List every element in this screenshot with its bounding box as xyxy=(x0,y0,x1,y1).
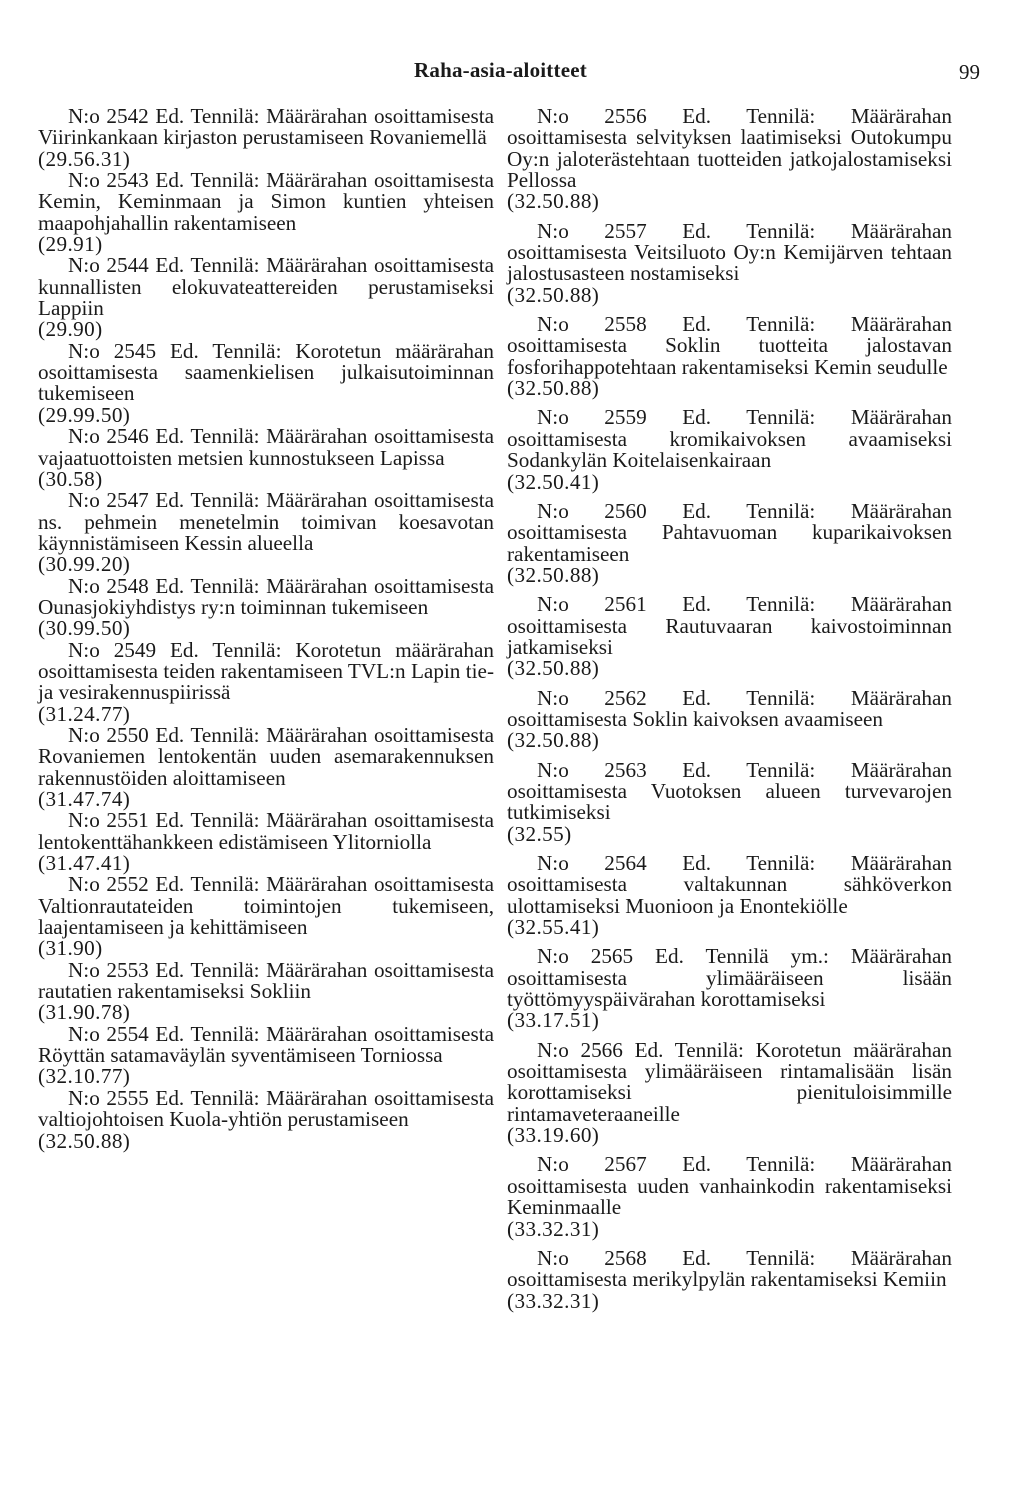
budget-reference: (33.32.31) xyxy=(507,1216,600,1241)
motion-text: N:o 2552 Ed. Tennilä: Määrärahan osoittamisesta Valtionrautateiden toimintojen tukemiseen, laajentamiseen ja kehittämiseen xyxy=(38,872,494,940)
budget-reference: (33.32.31) xyxy=(507,1288,600,1313)
budget-reference: (31.47.41) xyxy=(38,851,131,876)
motion-text: N:o 2567 Ed. Tennilä: Määrärahan osoittamisesta uuden vanhainkodin rakentamiseksi Keminmaalle xyxy=(507,1152,952,1220)
budget-reference: (32.50.88) xyxy=(507,728,600,753)
motion-text: N:o 2560 Ed. Tennilä: Määrärahan osoittamisesta Pahtavuoman kuparikaivoksen rakentamiseen xyxy=(507,498,952,566)
motion-text: N:o 2545 Ed. Tennilä: Korotetun määrärahan osoittamisesta saamenkielisen julkaisutoiminnan tukemiseen xyxy=(38,338,494,406)
motion-entry xyxy=(38,637,494,726)
motion-entry xyxy=(507,594,952,679)
motion-entry xyxy=(38,957,494,1025)
motion-entry xyxy=(507,498,952,587)
motion-text: N:o 2563 Ed. Tennilä: Määrärahan osoittamisesta Vuotoksen alueen turvevarojen tutkimiseksi xyxy=(507,757,952,825)
budget-reference: (32.50.88) xyxy=(38,1128,131,1153)
motion-entry xyxy=(507,1037,952,1148)
motion-entry xyxy=(38,722,494,811)
budget-reference: (31.90) xyxy=(38,936,103,961)
motion-entry xyxy=(38,874,494,959)
motion-entry xyxy=(507,946,952,1031)
budget-reference: (32.50.88) xyxy=(507,376,600,401)
running-header xyxy=(0,58,1024,88)
motion-entry xyxy=(507,757,952,846)
budget-reference: (32.50.88) xyxy=(507,656,600,681)
budget-reference: (31.47.74) xyxy=(38,787,131,811)
page-number: 99 xyxy=(959,60,980,84)
motion-text: N:o 2547 Ed. Tennilä: Määrärahan osoittamisesta ns. pehmein menetelmin toimivan koesavotan käynnistämiseen Kessin alueella xyxy=(38,488,494,555)
motion-entry xyxy=(507,853,952,938)
motion-text: N:o 2555 Ed. Tennilä: Määrärahan osoittamisesta valtiojohtoisen Kuola-yhtiön perustamiseen xyxy=(38,1085,494,1132)
budget-reference: (30.99.20) xyxy=(38,552,131,577)
motion-text: N:o 2549 Ed. Tennilä: Korotetun määrärahan osoittamisesta teiden rakentamiseen TVL:n Lapin tie- ja vesirakennuspiirissä xyxy=(38,637,494,705)
budget-reference: (29.56.31) xyxy=(38,146,131,171)
motion-text: N:o 2543 Ed. Tennilä: Määrärahan osoittamisesta Kemin, Keminmaan ja Simon kuntien yhteisen maapohjahallin rakentamiseen xyxy=(38,168,494,235)
budget-reference: (29.99.50) xyxy=(38,402,131,427)
motion-text: N:o 2559 Ed. Tennilä: Määrärahan osoittamisesta kromikaivoksen avaamiseksi Sodankylän Koitelaisenkairaan xyxy=(507,405,952,473)
motion-text: N:o 2551 Ed. Tennilä: Määrärahan osoittamisesta lentokenttähankkeen edistämiseen Ylitorniolla xyxy=(38,808,494,854)
motion-entry xyxy=(507,314,952,399)
budget-reference: (32.50.88) xyxy=(507,282,600,307)
left-column xyxy=(38,106,494,1152)
budget-reference: (30.58) xyxy=(38,466,103,491)
motion-text: N:o 2564 Ed. Tennilä: Määrärahan osoittamisesta valtakunnan sähköverkon ulottamiseksi Muonioon ja Enontekiölle xyxy=(507,851,952,918)
motion-entry xyxy=(38,573,494,641)
motion-text: N:o 2548 Ed. Tennilä: Määrärahan osoittamisesta Ounasjokiyhdistys ry:n toiminnan tukemiseen xyxy=(38,573,494,619)
motion-text: N:o 2566 Ed. Tennilä: Korotetun määrärahan osoittamisesta ylimääräiseen rintamalisään lisän korottamiseksi pienituloisimmille rintamaveteraaneille xyxy=(507,1037,952,1126)
motion-text: N:o 2550 Ed. Tennilä: Määrärahan osoittamisesta Rovaniemen lentokentän uuden asemarakennuksen rakennustöiden aloittamiseen xyxy=(38,722,494,790)
motion-entry xyxy=(507,106,952,213)
page-title: Raha-asia-aloitteet xyxy=(414,58,587,82)
budget-reference: (32.50.88) xyxy=(507,189,600,214)
motion-entry xyxy=(507,1245,952,1313)
motion-text: N:o 2556 Ed. Tennilä: Määrärahan osoittamisesta selvityksen laatimiseksi Outokumpu Oy:n jaloterästehtaan tuotteiden jatkojalostamiseksi Pellossa xyxy=(507,104,952,193)
motion-entry xyxy=(38,255,494,340)
motion-entry xyxy=(38,490,494,575)
budget-reference: (33.17.51) xyxy=(507,1008,600,1033)
motion-text: N:o 2542 Ed. Tennilä: Määrärahan osoittamisesta Viirinkankaan kirjaston perustamiseen Rovaniemellä xyxy=(38,104,494,150)
motion-entry xyxy=(507,1154,952,1239)
motion-entry xyxy=(507,685,952,753)
motion-entry xyxy=(38,338,494,427)
motion-text: N:o 2561 Ed. Tennilä: Määrärahan osoittamisesta Rautuvaaran kaivostoiminnan jatkamiseksi xyxy=(507,592,952,659)
motion-text: N:o 2554 Ed. Tennilä: Määrärahan osoittamisesta Röyttän satamaväylän syventämiseen Torniossa xyxy=(38,1021,494,1068)
motion-entry xyxy=(507,218,952,307)
motion-text: N:o 2565 Ed. Tennilä ym.: Määrärahan osoittamisesta ylimääräiseen lisään työttömyyspäivärahan korottamiseksi xyxy=(507,944,952,1012)
budget-reference: (30.99.50) xyxy=(38,616,131,641)
budget-reference: (32.55.41) xyxy=(507,915,600,940)
motion-entry xyxy=(38,170,494,255)
right-column xyxy=(507,106,952,1320)
budget-reference: (32.10.77) xyxy=(38,1064,131,1089)
budget-reference: (29.90) xyxy=(38,317,103,342)
budget-reference: (33.19.60) xyxy=(507,1123,600,1148)
motion-entry xyxy=(38,426,494,490)
motion-entry xyxy=(38,1021,494,1089)
budget-reference: (32.50.41) xyxy=(507,469,600,494)
motion-entry xyxy=(38,106,494,170)
budget-reference: (29.91) xyxy=(38,232,103,257)
motion-text: N:o 2553 Ed. Tennilä: Määrärahan osoittamisesta rautatien rakentamiseksi Sokliin xyxy=(38,957,494,1004)
motion-entry xyxy=(38,810,494,874)
motion-text: N:o 2546 Ed. Tennilä: Määrärahan osoittamisesta vajaatuottoisten metsien kunnostukseen Lapissa xyxy=(38,424,494,470)
motion-entry xyxy=(38,1085,494,1153)
budget-reference: (31.90.78) xyxy=(38,1000,131,1025)
motion-entry xyxy=(507,407,952,492)
motion-text: N:o 2558 Ed. Tennilä: Määrärahan osoittamisesta Soklin tuotteita jalostavan fosforihappotehtaan rakentamiseksi Kemin seudulle xyxy=(507,312,952,379)
budget-reference: (32.50.88) xyxy=(507,562,600,587)
motion-text: N:o 2562 Ed. Tennilä: Määrärahan osoittamisesta Soklin kaivoksen avaamiseen xyxy=(507,685,952,731)
motion-text: N:o 2568 Ed. Tennilä: Määrärahan osoittamisesta merikylpylän rakentamiseksi Kemiin xyxy=(507,1245,952,1292)
motion-text: N:o 2544 Ed. Tennilä: Määrärahan osoittamisesta kunnallisten elokuvateattereiden perustamiseksi Lappiin xyxy=(38,253,494,321)
budget-reference: (31.24.77) xyxy=(38,701,131,726)
budget-reference: (32.55) xyxy=(507,821,572,846)
motion-text: N:o 2557 Ed. Tennilä: Määrärahan osoittamisesta Veitsiluoto Oy:n Kemijärven tehtaan jalostusasteen nostamiseksi xyxy=(507,218,952,286)
